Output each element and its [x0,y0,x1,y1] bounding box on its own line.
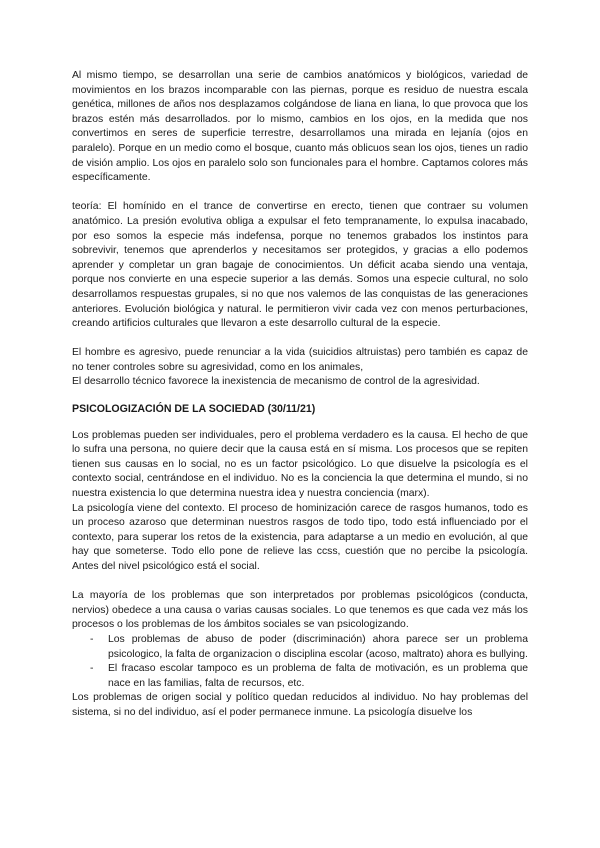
bullet-list [72,633,528,691]
spacer [72,417,528,429]
list-item: - El fracaso escolar tampoco es un problema de falta de motivación, es un problema que nace en las familias, falta de recursos, etc. [108,662,528,691]
paragraph-theory: teoría: El homínido en el trance de convertirse en erecto, tienen que contraer su volumen anatómico. La presión evolutiva obliga a expulsar el feto tempranamente, lo expulsa inacabado, por eso somos la especie más indefensa, porque no tenemos grabados los instintos para sobrevivir, tenemos que aprenderlos y necesitamos ser protegidos, y gracias a ello podemos aprender y completar un gran bagaje de conocimientos. Un déficit acaba siendo una ventaja, porque nos convierte en una especie superior a las demás. Somos una especie cultural, no solo desarrollamos respuestas grupales, si no que nos valemos de las conquistas de las generaciones anteriores. Evolución biológica y natural. le permitieron vivir cada vez con menos perturbaciones, creando artificios culturales que llevaron a este desarrollo cultural de la especie. [72,201,528,330]
paragraph-technical-development: El desarrollo técnico favorece la inexistencia de mecanismo de control de la agresividad. [72,376,480,388]
spacer [72,186,528,201]
paragraph-aggression: El hombre es agresivo, puede renunciar a la vida (suicidios altruistas) pero también es capaz de no tener controles sobre su agresividad, como en los animales, [72,347,528,373]
paragraph-anatomical-changes: Al mismo tiempo, se desarrollan una serie de cambios anatómicos y biológicos, variedad de movimientos en los brazos incomparable con las piernas, porque es residuo de nuestra escala genética, millones de años nos desplazamos colgándose de liana en liana, lo que provoca que los brazos estén más desarrollados. por lo mismo, cambios en los ojos, en la medida que nos convertimos en seres de superficie terrestre, desarrollamos una mirada en lejanía (ojos en paralelo). Porque en un medio como el bosque, cuanto más oblicuos sean los ojos, tienes un radio de visión amplio. Los ojos en paralelo solo son funcionales para el hombre. Captamos colores más específicamente. [72,70,528,184]
section-heading: PSICOLOGIZACIÓN DE LA SOCIEDAD (30/11/21) [72,403,316,416]
spacer [72,390,528,402]
spacer [72,332,528,347]
paragraph-social-causes: La mayoría de los problemas que son interpretados por problemas psicológicos (conducta, nervios) obedece a una causa o varias causas sociales. Lo que tenemos es que cada vez más los procesos o los problemas de los ámbitos sociales se van psicologizando. [72,590,528,631]
paragraph-individual-problems: Los problemas pueden ser individuales, pero el problema verdadero es la causa. El hecho de que lo sufra una persona, no quiere decir que la causa está en sí misma. Los procesos que se repiten tienen sus causas en lo social, no es un factor psicológico. Lo que disuelve la psicología es el contexto social, centrándose en el individuo. No es la conciencia la que determina el mundo, si no nuestra existencia lo que determina nuestra idea y nuestra conciencia (marx). [72,429,528,500]
document-page [72,69,528,721]
spacer [72,575,528,590]
paragraph-social-origin: Los problemas de origen social y político quedan reducidos al individuo. No hay problemas del sistema, si no del individuo, así el poder permanece inmune. La psicología disuelve los [72,692,528,718]
list-item: - Los problemas de abuso de poder (discriminación) ahora parece ser un problema psicologico, la falta de organizacion o disciplina escolar (acoso, maltrato) ahora es bullying. [108,633,528,662]
paragraph-psychology-context: La psicología viene del contexto. El proceso de hominización carece de rasgos humanos, todo es un proceso azaroso que determinan nuestros rasgos de todo tipo, todo está influenciado por el contexto, para superar los retos de la existencia, para adaptarse a un medio en evolución, al que hay que someterse. Todo ello pone de relieve las ccss, cuestión que no percibe la psicología. Antes del nivel psicológico está el social. [72,502,528,572]
